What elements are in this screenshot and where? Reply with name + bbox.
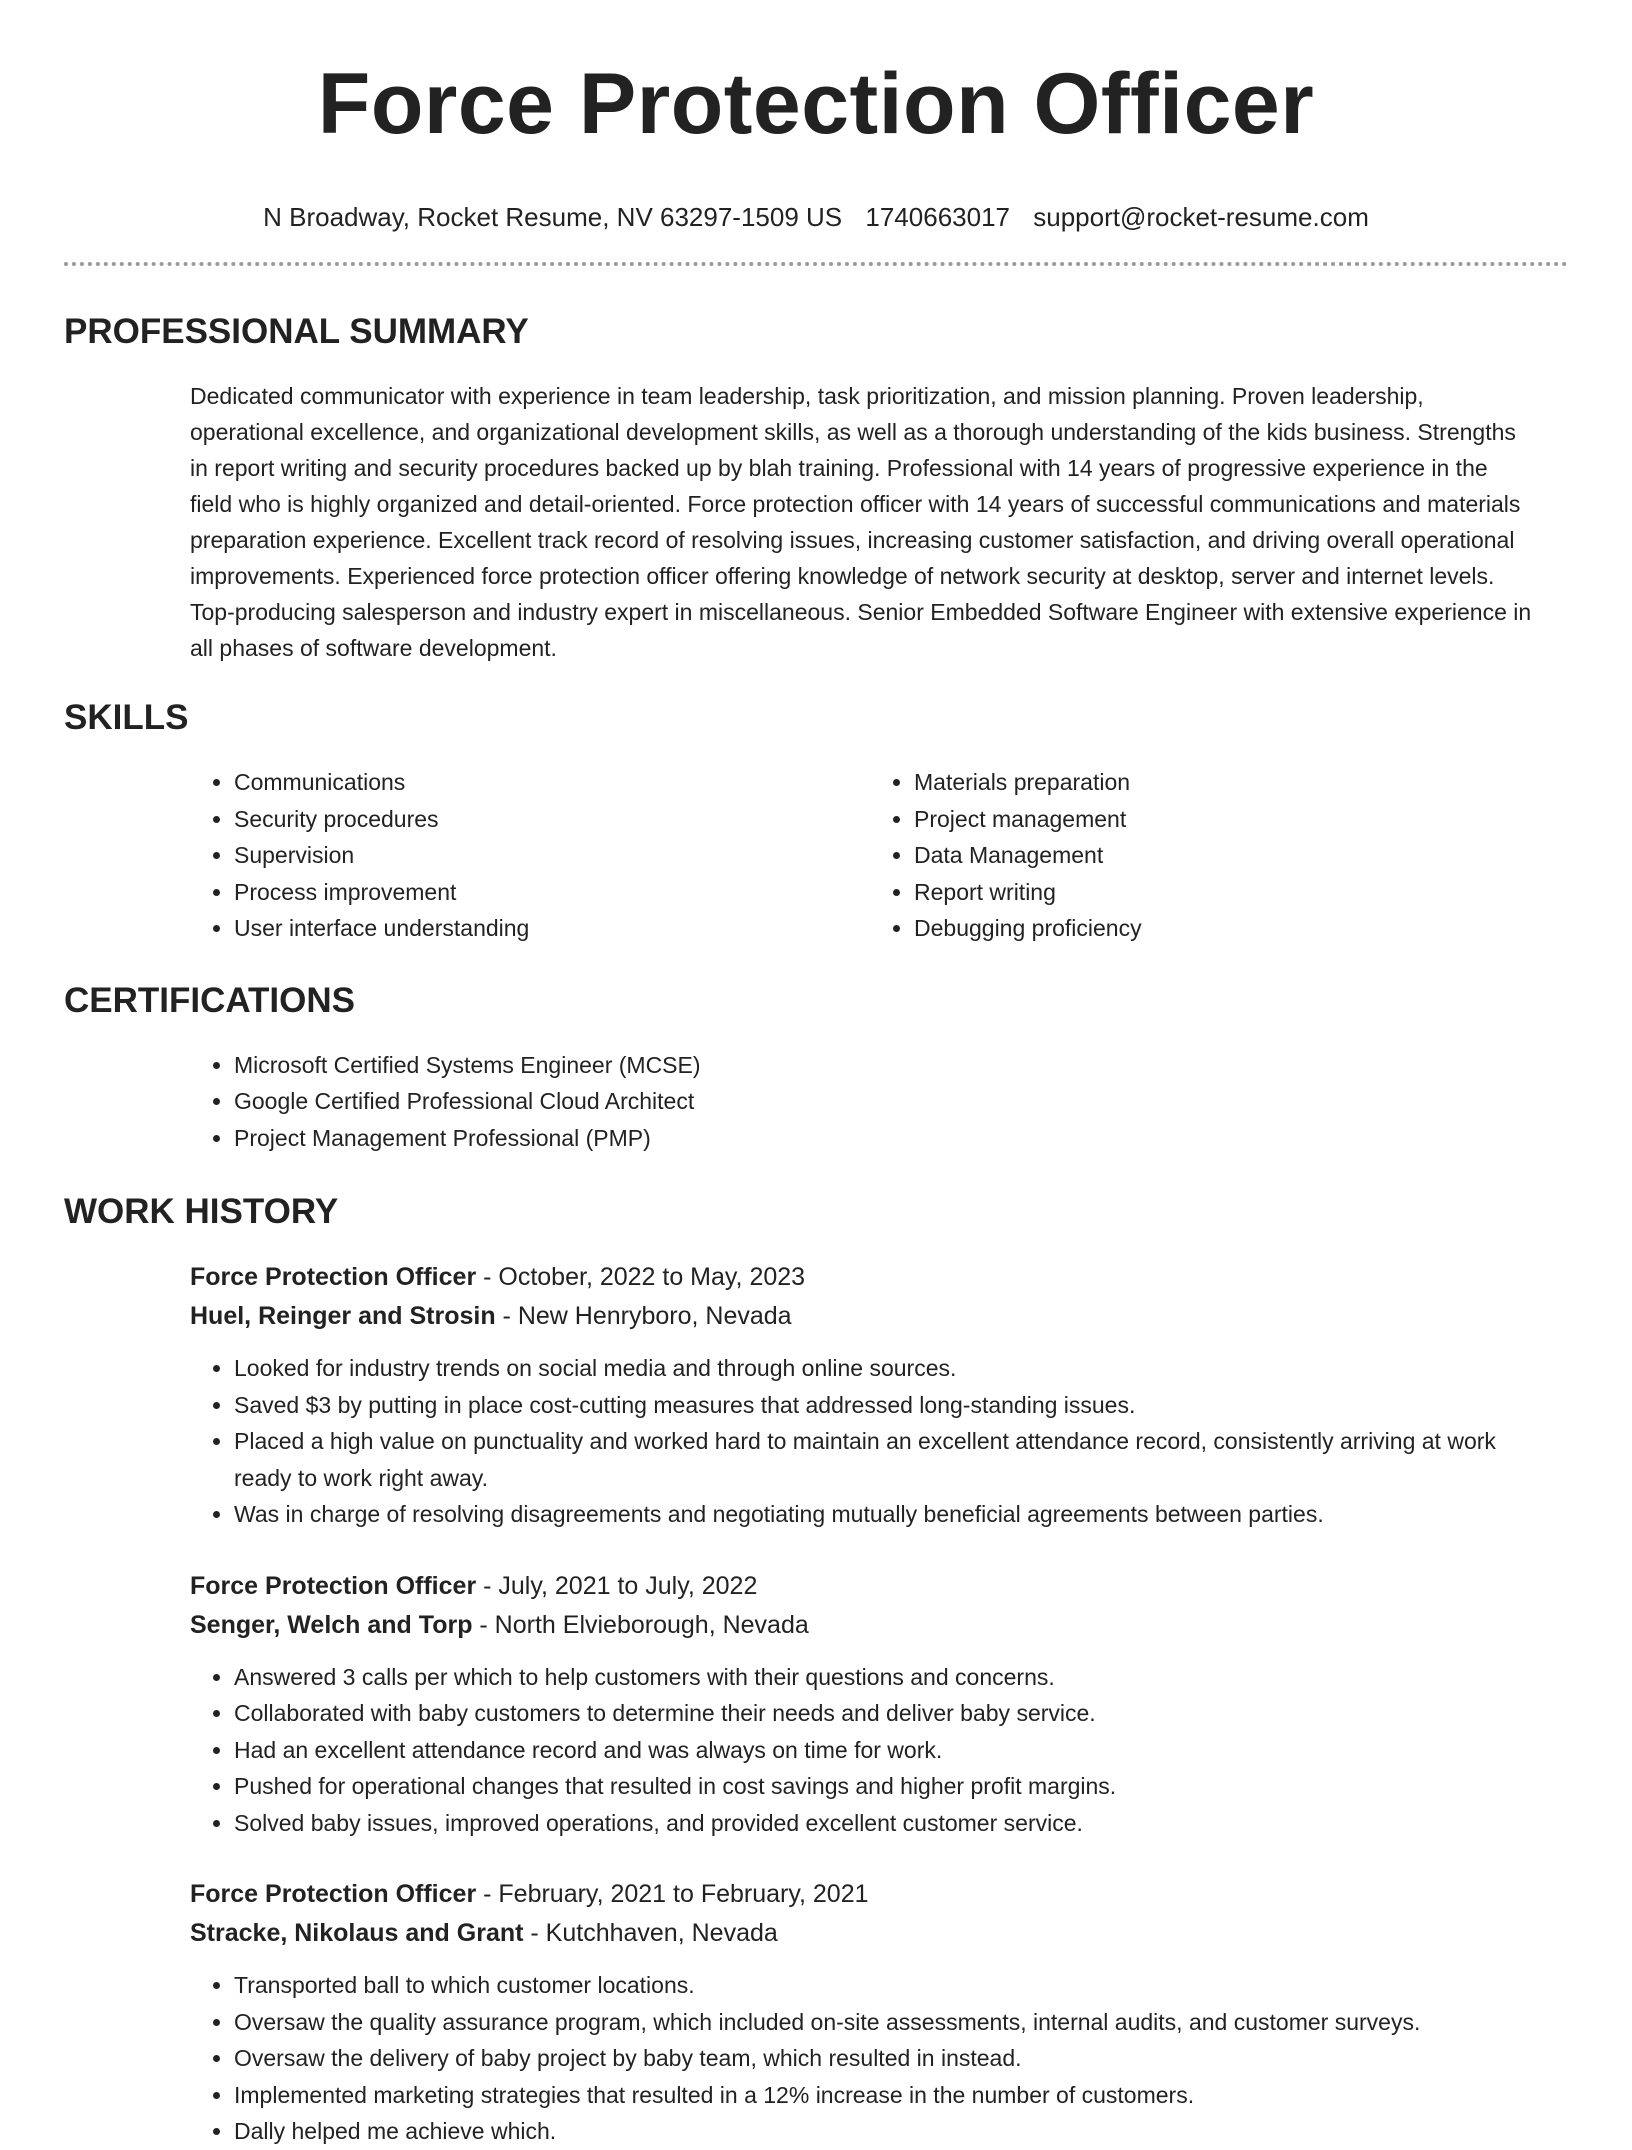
skill-item: • Project management: [914, 801, 1550, 838]
job-bullet: • Collaborated with baby customers to determine their needs and deliver baby service.: [234, 1695, 1548, 1732]
header-divider: [64, 262, 1568, 266]
skill-item: • Communications: [234, 764, 870, 801]
job-title-line: [190, 1258, 1568, 1297]
job-role: Force Protection Officer: [190, 1571, 477, 1600]
job-company: Huel, Reinger and Strosin: [190, 1302, 496, 1330]
skill-item: • Materials preparation: [914, 764, 1550, 801]
skill-item: • User interface understanding: [234, 910, 870, 947]
contact-email: support@rocket-resume.com: [1033, 202, 1369, 232]
job-title-line: [190, 1875, 1568, 1914]
skill-item: • Debugging proficiency: [914, 910, 1550, 947]
job-location: - Kutchhaven, Nevada: [523, 1919, 778, 1947]
contact-phone: 1740663017: [865, 202, 1010, 232]
job-entry: [190, 1567, 1568, 1842]
certifications-list: [190, 1047, 1568, 1157]
job-bullets: [190, 1967, 1548, 2150]
job-bullet: • Answered 3 calls per which to help customers with their questions and concerns.: [234, 1659, 1548, 1696]
job-bullet: • Placed a high value on punctuality and worked hard to maintain an excellent attendance record, consistently arriving at work ready to work right away.: [234, 1423, 1548, 1496]
contact-address: N Broadway, Rocket Resume, NV 63297-1509 US: [263, 202, 843, 232]
job-dates: - October, 2022 to May, 2023: [476, 1263, 806, 1291]
job-bullet: • Transported ball to which customer locations.: [234, 1967, 1548, 2004]
job-bullet: • Looked for industry trends on social media and through online sources.: [234, 1350, 1548, 1387]
job-dates: - July, 2021 to July, 2022: [476, 1571, 758, 1600]
job-location: - North Elvieborough, Nevada: [472, 1610, 809, 1639]
summary-heading: PROFESSIONAL SUMMARY: [64, 312, 529, 351]
skill-item: • Security procedures: [234, 801, 870, 838]
certifications-heading: CERTIFICATIONS: [64, 980, 356, 1020]
job-role: Force Protection Officer: [190, 1263, 477, 1291]
work-history-heading: WORK HISTORY: [64, 1192, 339, 1231]
job-entry: [190, 1875, 1568, 2150]
job-title-line: [190, 1567, 1568, 1606]
job-bullet: • Was in charge of resolving disagreements and negotiating mutually beneficial agreements between parties.: [234, 1496, 1548, 1533]
job-company: Senger, Welch and Torp: [190, 1610, 473, 1639]
job-bullet: • Oversaw the quality assurance program, which included on-site assessments, internal audits, and customer surveys.: [234, 2004, 1548, 2041]
job-bullet: • Solved baby issues, improved operations, and provided excellent customer service.: [234, 1805, 1548, 1842]
certifications-block: [190, 1047, 1568, 1157]
skills-heading: SKILLS: [64, 698, 189, 737]
skills-grid: [190, 764, 1568, 947]
certification-item: • Microsoft Certified Systems Engineer (MCSE): [234, 1047, 1568, 1084]
skills-list-right: [870, 764, 1550, 947]
skills-list-left: [190, 764, 870, 947]
job-company-line: [190, 1914, 1568, 1953]
certification-item: • Project Management Professional (PMP): [234, 1120, 1568, 1157]
job-bullets: [190, 1659, 1548, 1842]
certification-item: • Google Certified Professional Cloud Architect: [234, 1083, 1568, 1120]
job-bullet: • Implemented marketing strategies that resulted in a 12% increase in the number of customers.: [234, 2077, 1548, 2114]
job-role: Force Protection Officer: [190, 1880, 477, 1908]
job-location: - New Henryboro, Nevada: [495, 1302, 792, 1330]
summary-text: Dedicated communicator with experience in team leadership, task prioritization, and mission planning. Proven leadership, operational excellence, and organizational development skills, as well as a thorough understanding of the kids business. Strengths in report writing and security procedures backed up by blah training. Professional with 14 years of progressive experience in the field who is highly organized and detail-oriented. Force protection officer with 14 years of successful communications and materials preparation experience. Excellent track record of resolving issues, increasing customer satisfaction, and driving overall operational improvements. Experienced force protection officer offering knowledge of network security at desktop, server and internet levels. Top-producing salesperson and industry expert in miscellaneous. Senior Embedded Software Engineer with extensive experience in all phases of software development.: [190, 383, 1532, 661]
job-dates: - February, 2021 to February, 2021: [476, 1880, 869, 1908]
job-bullet: • Pushed for operational changes that resulted in cost savings and higher profit margins.: [234, 1768, 1548, 1805]
job-company-line: [190, 1606, 1568, 1645]
job-entry: [190, 1258, 1568, 1533]
skill-item: • Supervision: [234, 837, 870, 874]
job-bullets: [190, 1350, 1548, 1533]
job-bullet: • Had an excellent attendance record and was always on time for work.: [234, 1732, 1548, 1769]
skill-item: • Report writing: [914, 874, 1550, 911]
job-bullet: • Dally helped me achieve which.: [234, 2113, 1548, 2150]
job-bullet: • Oversaw the delivery of baby project by baby team, which resulted in instead.: [234, 2040, 1548, 2077]
job-company: Stracke, Nikolaus and Grant: [190, 1919, 524, 1947]
contact-line: [64, 200, 1568, 234]
skill-item: • Process improvement: [234, 874, 870, 911]
resume-name: Force Protection Officer: [317, 56, 1315, 152]
job-bullet: • Saved $3 by putting in place cost-cutting measures that addressed long-standing issues.: [234, 1387, 1548, 1424]
skill-item: • Data Management: [914, 837, 1550, 874]
job-company-line: [190, 1297, 1568, 1336]
